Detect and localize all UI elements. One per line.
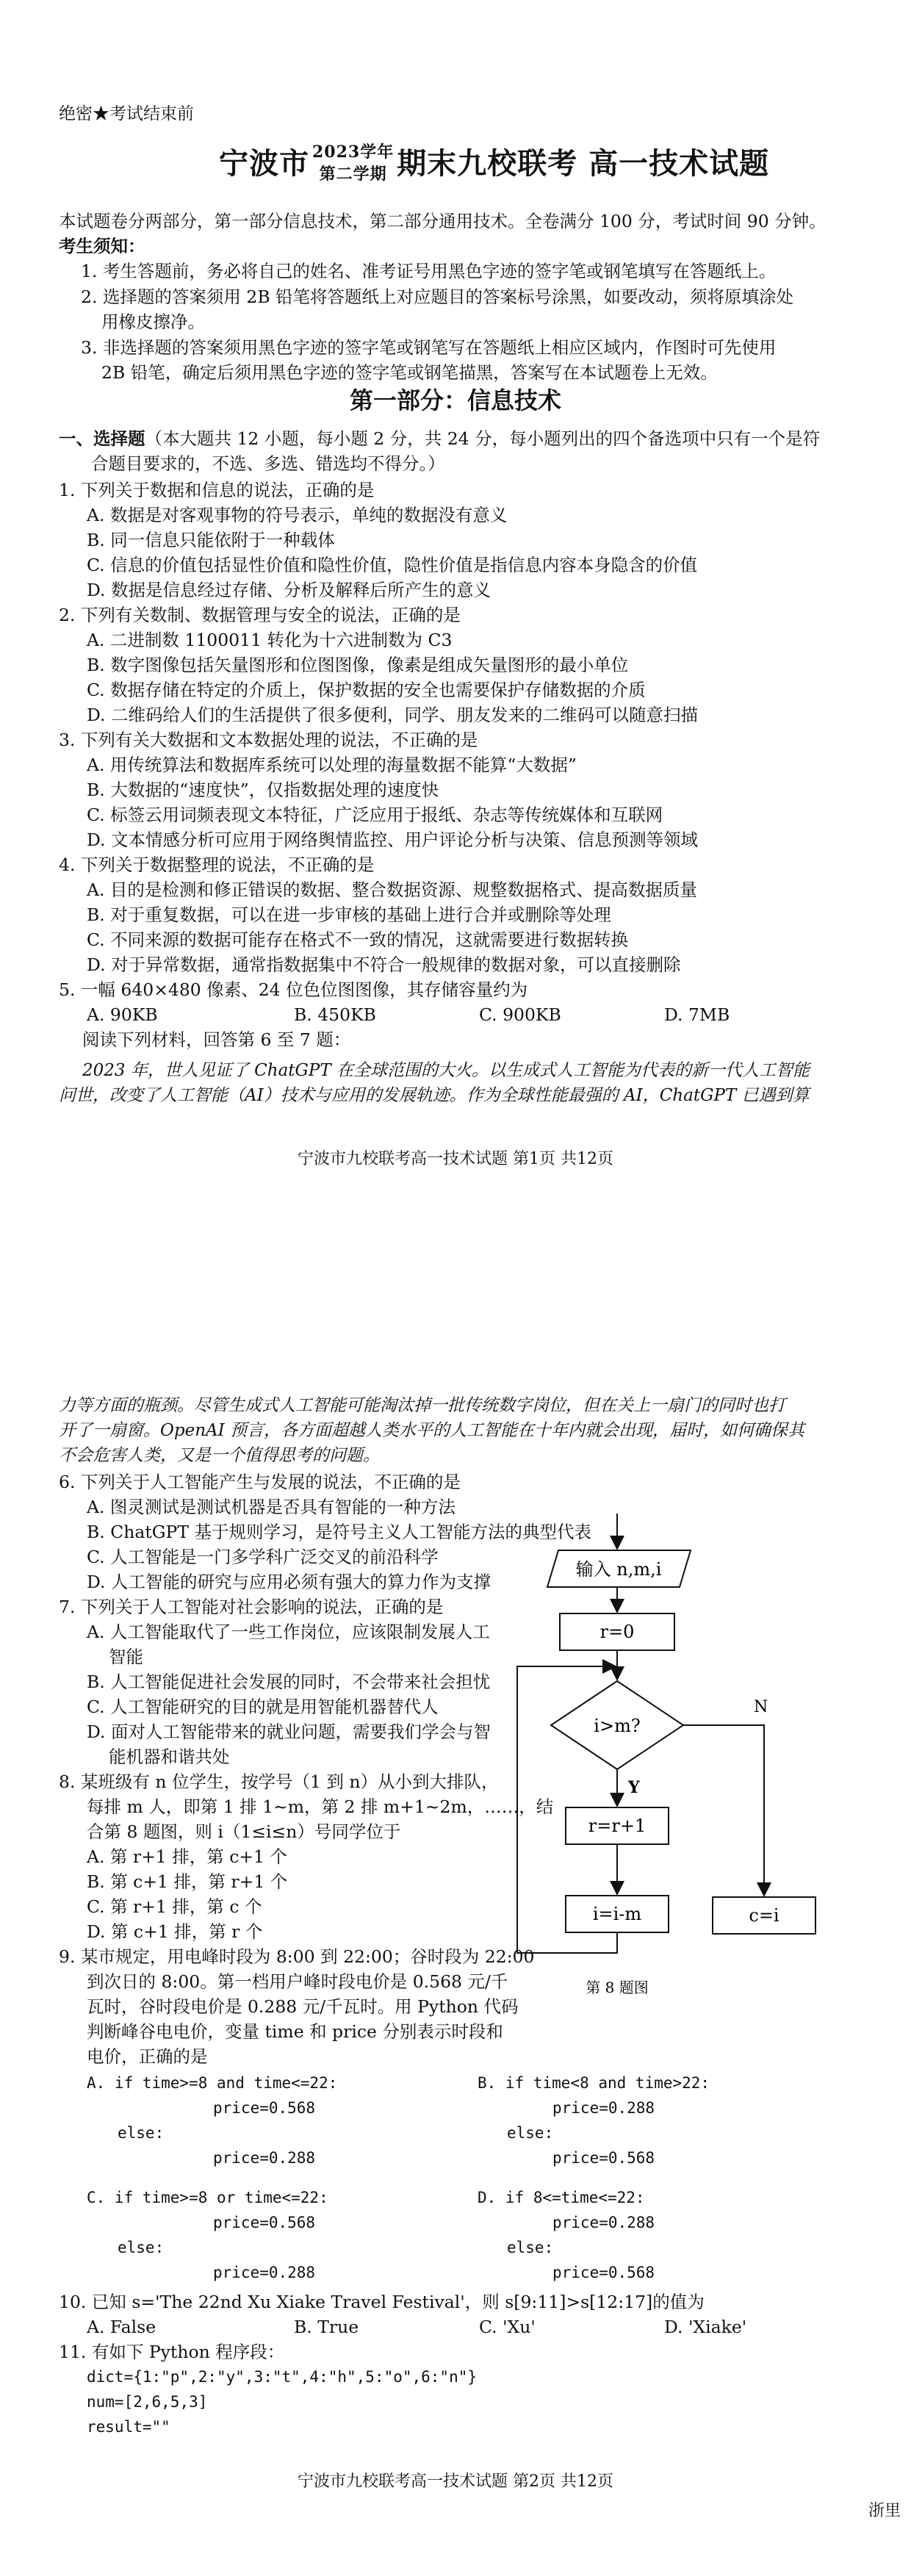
section1-desc: （本大题共 12 小题，每小题 2 分，共 24 分，每小题列出的四个备选项中只有一个是符 [145,428,821,449]
note-2-cont: 用橡皮擦净。 [101,312,205,332]
q7-option-a: A. 人工智能取代了一些工作岗位，应该限制发展人工 [87,1622,490,1642]
section1-header [59,426,820,452]
q2-option-a: A. 二进制数 1100011 转化为十六进制数为 C3 [87,630,453,650]
q9-option-a-line2: price=0.568 [213,2099,316,2117]
q9-option-c-line4: price=0.288 [213,2264,316,2281]
title-exam: 期末九校联考 高一技术试题 [397,146,770,181]
flow-dec-text: i=i-m [592,1904,642,1924]
q11-code-line1: dict={1:"p",2:"y",3:"t",4:"h",5:"o",6:"n"} [87,2368,478,2386]
q9-option-c-line2: price=0.568 [213,2214,316,2231]
reading-p2-line1: 力等方面的瓶颈。尽管生成式人工智能可能淘汰掉一批传统数字岗位，但在关上一扇门的同时也打 [59,1396,785,1415]
q8-option-a: A. 第 r+1 排，第 c+1 个 [87,1846,287,1867]
q5-option-d: D. 7MB [664,1004,730,1025]
q9-option-b-line4: price=0.568 [552,2149,655,2167]
q10-option-d: D. 'Xiake' [664,2317,747,2337]
q5-option-a: A. 90KB [87,1004,158,1025]
q2-option-d: D. 二维码给人们的生活提供了很多便利，同学、朋友发来的二维码可以随意扫描 [87,705,698,725]
q9-stem-line2: 到次日的 8:00。第一档用户峰时段电价是 0.568 元/千 [87,1971,508,1992]
q5-option-b: B. 450KB [294,1004,376,1025]
q9-option-d-line4: price=0.568 [552,2264,655,2281]
q4-option-a: A. 目的是检测和修正错误的数据、整合数据资源、规整数据格式、提高数据质量 [87,879,697,900]
q5-stem: 5. 一幅 640×480 像素、24 位色位图图像，其存储容量约为 [59,979,528,1000]
q9-option-d-line2: price=0.288 [552,2214,655,2231]
q3-stem: 3. 下列有关大数据和文本数据处理的说法，不正确的是 [59,730,478,750]
q3-option-d: D. 文本情感分析可应用于网络舆情监控、用户评论分析与决策、信息预测等领域 [87,830,698,850]
q7-option-b: B. 人工智能促进社会发展的同时，不会带来社会担忧 [87,1672,491,1692]
q3-option-c: C. 标签云用词频表现文本特征，广泛应用于报纸、杂志等传统媒体和互联网 [87,805,663,825]
q7-option-d-cont: 能机器和谐共处 [109,1746,230,1767]
title-year-term [312,141,394,185]
q8-option-d: D. 第 c+1 排，第 r 个 [87,1921,263,1942]
q7-option-c: C. 人工智能研究的目的就是用智能机器替代人 [87,1697,439,1717]
q4-stem: 4. 下列关于数据整理的说法，不正确的是 [59,855,375,875]
q7-option-a-cont: 智能 [109,1647,143,1667]
page1-footer: 宁波市九校联考高一技术试题 第1页 共12页 [298,1150,613,1168]
q11-code-line2: num=[2,6,5,3] [87,2393,208,2411]
notice-label: 考生须知： [59,236,145,256]
q7-stem: 7. 下列关于人工智能对社会影响的说法，正确的是 [59,1597,444,1617]
page-title [219,144,769,188]
reading-p2-line2: 开了一扇窗。OpenAI 预言，各方面超越人类水平的人工智能在十年内就会出现，届时，如何确保其 [59,1421,805,1440]
q8-option-b: B. 第 c+1 排，第 r+1 个 [87,1871,288,1892]
q6-option-c: C. 人工智能是一门多学科广泛交叉的前沿科学 [87,1547,439,1567]
q6-option-b: B. ChatGPT 基于规则学习，是符号主义人工智能方法的典型代表 [87,1522,592,1542]
flow-no-label: N [754,1698,768,1716]
flow-init-text: r=0 [599,1622,635,1642]
q9-option-b-line2: price=0.288 [552,2099,655,2117]
page-1 [0,0,911,1264]
q9-option-a-line4: price=0.288 [213,2149,316,2167]
q9-stem-line1: 9. 某市规定，用电峰时段为 8:00 到 22:00；谷时段为 22:00 [59,1946,535,1967]
q9-option-d-line1: D. if 8<=time<=22: [478,2189,645,2206]
q1-option-d: D. 数据是信息经过存储、分析及解释后所产生的意义 [87,580,491,600]
page-2 [0,1293,911,2557]
q7-option-d: D. 面对人工智能带来的就业问题，需要我们学会与智 [87,1721,491,1742]
q9-option-b-line1: B. if time<8 and time>22: [478,2074,710,2092]
q2-stem: 2. 下列有关数制、数据管理与安全的说法，正确的是 [59,605,461,625]
q9-option-d-line3: else: [507,2239,554,2256]
q5-option-c: C. 900KB [479,1004,561,1025]
q11-stem: 11. 有如下 Python 程序段： [59,2342,285,2362]
q10-option-c: C. 'Xu' [479,2317,536,2337]
title-city: 宁波市 [219,146,309,181]
page2-footer: 宁波市九校联考高一技术试题 第2页 共12页 [298,2472,613,2491]
q8-stem-line3: 合第 8 题图，则 i（1≤i≤n）号同学位于 [87,1821,401,1842]
q9-option-c-line1: C. if time>=8 or time<=22: [87,2189,328,2206]
q2-option-b: B. 数字图像包括矢量图形和位图图像，像素是组成矢量图形的最小单位 [87,655,629,675]
flow-caption: 第 8 题图 [586,1979,649,1996]
q4-option-b: B. 对于重复数据，可以在进一步审核的基础上进行合并或删除等处理 [87,904,611,925]
q9-option-a-line3: else: [118,2124,165,2142]
flowchart-figure [514,1514,896,2013]
q10-option-a: A. False [87,2317,156,2337]
note-3-cont: 2B 铅笔，确定后须用黑色字迹的签字笔或钢笔描黑，答案写在本试题卷上无效。 [101,362,718,383]
corner-mark: 浙里 [868,2502,901,2520]
q9-stem-line4: 判断峰谷电电价，变量 time 和 price 分别表示时段和 [87,2021,503,2042]
q6-stem: 6. 下列关于人工智能产生与发展的说法，不正确的是 [59,1472,461,1492]
note-2: 2. 选择题的答案须用 2B 铅笔将答题纸上对应题目的答案标号涂黑，如要改动，须将原填涂处 [81,287,794,307]
q9-stem-line5: 电价，正确的是 [87,2046,208,2067]
section1-label: 一、选择题 [59,428,145,449]
flow-inc-text: r=r+1 [588,1816,647,1836]
q6-option-a: A. 图灵测试是测试机器是否具有智能的一种方法 [87,1497,455,1517]
q4-option-c: C. 不同来源的数据可能存在格式不一致的情况，这就需要进行数据转换 [87,929,629,950]
q9-option-c-line3: else: [118,2239,165,2256]
q2-option-c: C. 数据存储在特定的介质上，保护数据的安全也需要保护存储数据的介质 [87,680,646,700]
q8-stem-line2: 每排 m 人，即第 1 排 1~m，第 2 排 m+1~2m，……，结 [87,1796,554,1817]
reading-p1-line1: 2023 年，世人见证了 ChatGPT 在全球范围的大火。以生成式人工智能为代表的新一代人工智能 [82,1061,810,1080]
part1-title: 第一部分：信息技术 [349,386,561,414]
q1-option-c: C. 信息的价值包括显性价值和隐性价值，隐性价值是指信息内容本身隐含的价值 [87,555,698,575]
title-term: 第二学期 [319,165,387,184]
note-1: 1. 考生答题前，务必将自己的姓名、准考证号用黑色字迹的签字笔或钢笔填写在答题纸上。 [81,261,777,281]
q4-option-d: D. 对于异常数据，通常指数据集中不符合一般规律的数据对象，可以直接删除 [87,954,681,975]
section1-desc-cont: 合题目要求的，不选、多选、错选均不得分。） [91,453,445,474]
reading-p1-line2: 问世，改变了人工智能（AI）技术与应用的发展轨迹。作为全球性能最强的 AI，ChatGPT 已遇到算 [59,1086,810,1105]
q6-option-d: D. 人工智能的研究与应用必须有强大的算力作为支撑 [87,1572,491,1592]
reading-p2-line3: 不会危害人类，又是一个值得思考的问题。 [59,1446,380,1465]
q10-stem: 10. 已知 s='The 22nd Xu Xiake Travel Festival'，则 s[9:11]>s[12:17]的值为 [59,2292,705,2312]
q9-option-a-line1: A. if time>=8 and time<=22: [87,2074,338,2092]
q9-stem-line3: 瓦时，谷时段电价是 0.288 元/千瓦时。用 Python 代码 [87,1996,519,2017]
q9-option-b-line3: else: [507,2124,554,2142]
flow-arrow-no [683,1725,764,1896]
q10-option-b: B. True [294,2317,359,2337]
title-year: 2023学年 [312,143,395,162]
intro-line: 本试题卷分两部分，第一部分信息技术，第二部分通用技术。全卷满分 100 分，考试时间 90 分钟。 [59,211,827,231]
confidential-mark: 绝密★考试结束前 [59,104,194,123]
q3-option-b: B. 大数据的“速度快”，仅指数据处理的速度快 [87,780,439,800]
note-3: 3. 非选择题的答案须用黑色字迹的签字笔或钢笔写在答题纸上相应区域内，作图时可先使用 [81,337,777,358]
q11-code-line3: result="" [87,2418,170,2436]
q1-option-a: A. 数据是对客观事物的符号表示，单纯的数据没有意义 [87,505,508,525]
q3-option-a: A. 用传统算法和数据库系统可以处理的海量数据不能算“大数据” [87,755,577,775]
q8-option-c: C. 第 r+1 排，第 c 个 [87,1896,262,1917]
flow-out-text: c=i [749,1905,779,1926]
reading-intro: 阅读下列材料，回答第 6 至 7 题： [82,1029,351,1050]
q1-stem: 1. 下列关于数据和信息的说法，正确的是 [59,480,375,500]
q8-stem-line1: 8. 某班级有 n 位学生，按学号（1 到 n）从小到大排队， [59,1771,499,1792]
flow-yes-label: Y [628,1778,640,1797]
flow-decision-text: i>m? [594,1716,641,1736]
q1-option-b: B. 同一信息只能依附于一种载体 [87,530,335,550]
flow-input-text: 输入 n,m,i [575,1559,662,1580]
